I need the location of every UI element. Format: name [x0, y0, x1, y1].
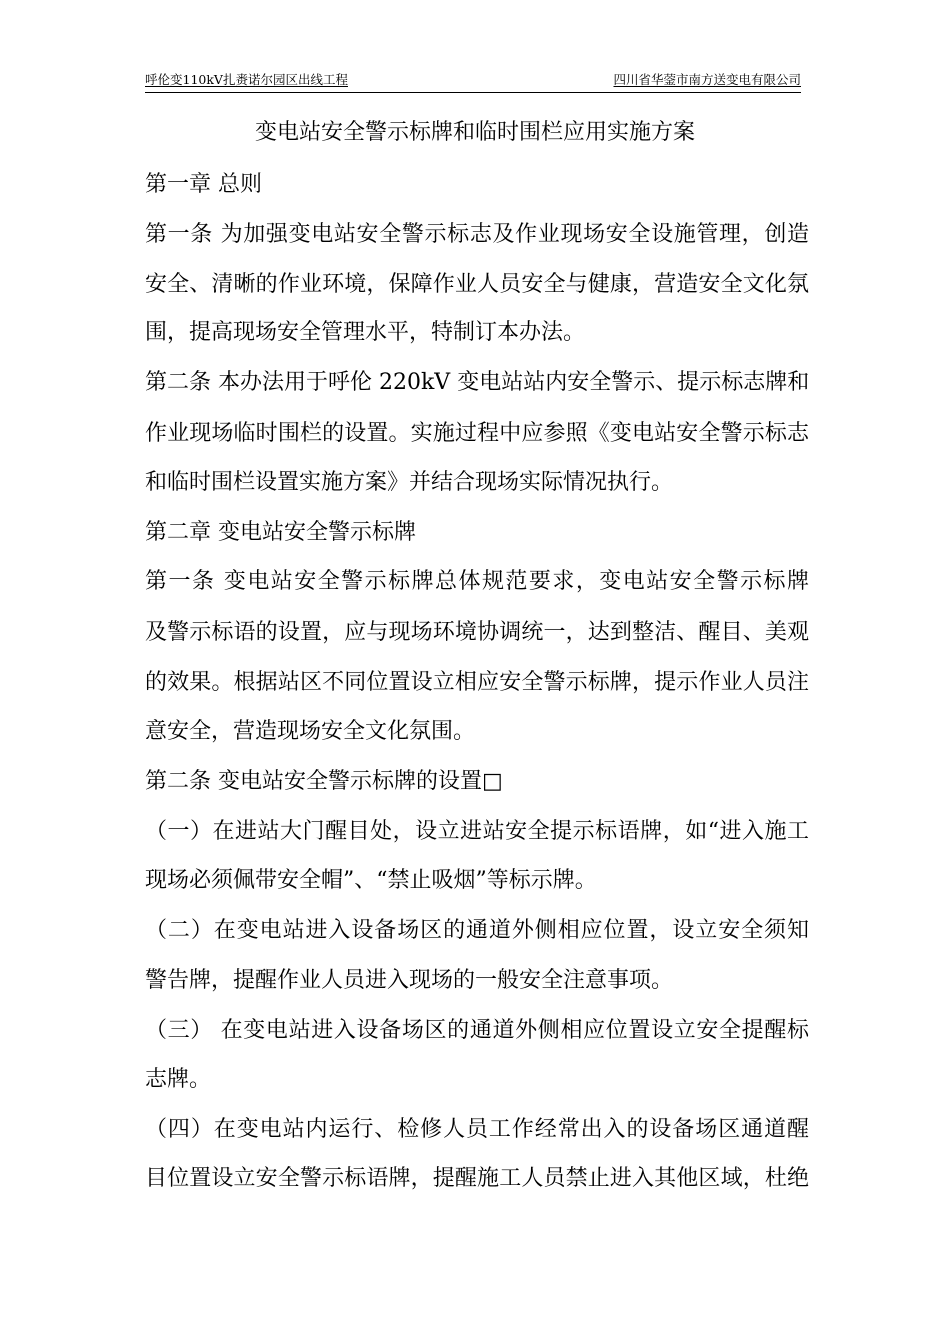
body-line: 警告牌，提醒作业人员进入现场的一般安全注意事项。	[145, 968, 674, 993]
body-line: 第二条 变电站安全警示标牌的设置□	[145, 769, 503, 794]
document-title: 变电站安全警示标牌和临时围栏应用实施方案	[254, 120, 695, 145]
header-project-name: 呼伦变110kV扎赉诺尔园区出线工程	[145, 72, 348, 87]
body-line: 志牌。	[145, 1067, 212, 1092]
body-line: （二）在变电站进入设备场区的通道外侧相应位置，设立安全须知	[145, 918, 809, 943]
body-line: 和临时围栏设置实施方案》并结合现场实际情况执行。	[145, 470, 674, 495]
page-header	[145, 70, 801, 93]
body-line: 现场必须佩带安全帽”、“禁止吸烟”等标示牌。	[145, 868, 597, 893]
chapter-heading: 第一章 总则	[145, 172, 262, 197]
body-line: 及警示标语的设置，应与现场环境协调统一，达到整洁、醒目、美观	[145, 620, 809, 645]
body-line: 安全、清晰的作业环境，保障作业人员安全与健康，营造安全文化氛	[145, 272, 809, 297]
body-line: 作业现场临时围栏的设置。实施过程中应参照《变电站安全警示标志	[145, 421, 809, 446]
header-company-name: 四川省华蓥市南方送变电有限公司	[613, 72, 801, 87]
body-line: 目位置设立安全警示标语牌，提醒施工人员禁止进入其他区域，杜绝	[145, 1166, 809, 1191]
chapter-heading: 第二章 变电站安全警示标牌	[145, 520, 416, 545]
body-line: 第二条 本办法用于呼伦 220kV 变电站站内安全警示、提示标志牌和	[145, 370, 809, 395]
body-line: 围，提高现场安全管理水平，特制订本办法。	[145, 320, 586, 345]
body-line: 的效果。根据站区不同位置设立相应安全警示标牌，提示作业人员注	[145, 670, 809, 695]
body-line: （三） 在变电站进入设备场区的通道外侧相应位置设立安全提醒标	[145, 1018, 809, 1043]
body-line: 第一条 变电站安全警示标牌总体规范要求，变电站安全警示标牌	[145, 569, 809, 594]
body-line: （一）在进站大门醒目处，设立进站安全提示标语牌，如“进入施工	[145, 819, 809, 844]
body-line: 意安全，营造现场安全文化氛围。	[145, 719, 476, 744]
body-line: 第一条 为加强变电站安全警示标志及作业现场安全设施管理，创造	[145, 222, 809, 247]
body-line: （四）在变电站内运行、检修人员工作经常出入的设备场区通道醒	[145, 1117, 809, 1142]
